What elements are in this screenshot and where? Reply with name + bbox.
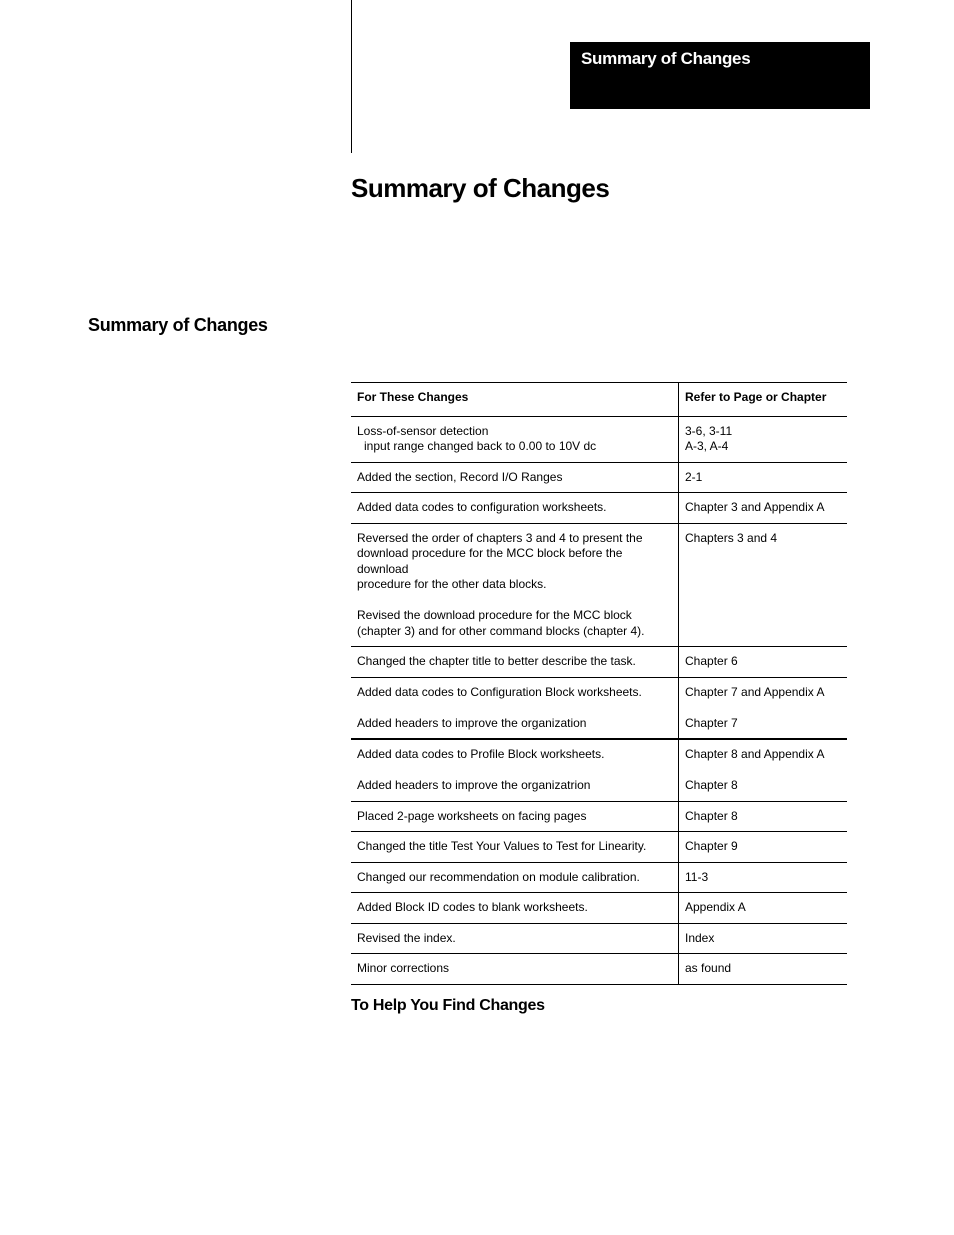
margin-rule [351, 0, 352, 153]
reference-cell [679, 416, 848, 462]
change-text: Changed the chapter title to better describe the task. [357, 654, 636, 668]
change-text: Added data codes to configuration worksheets. [357, 500, 607, 514]
change-cell [351, 739, 679, 801]
reference-text: 11-3 [685, 869, 709, 884]
table-row [351, 416, 847, 462]
column-header-reference: Refer to Page or Chapter [679, 383, 848, 417]
page-title: Summary of Changes [351, 173, 610, 203]
change-text: Loss-of-sensor detection [357, 423, 489, 438]
reference-text: A-3, A-4 [685, 439, 729, 453]
change-text: Reversed the order of chapters 3 and 4 to present the [357, 530, 643, 545]
reference-cell [679, 647, 848, 678]
section-heading: Summary of Changes [88, 315, 268, 335]
change-text: Placed 2-page worksheets on facing pages [357, 808, 587, 823]
change-cell [351, 647, 679, 678]
change-text: Revised the download procedure for the MCC block [357, 608, 632, 622]
reference-cell [679, 523, 848, 647]
table-row [351, 677, 847, 739]
change-cell [351, 832, 679, 863]
change-cell [351, 523, 679, 647]
change-cell [351, 416, 679, 462]
reference-text: Chapter 8 [685, 778, 738, 792]
reference-text: Chapter 3 and Appendix A [685, 500, 825, 514]
line-gap [685, 763, 841, 779]
change-text: Minor corrections [357, 961, 450, 975]
table-row [351, 462, 847, 493]
change-text: input range changed back to 0.00 to 10V dc [364, 439, 597, 453]
table-row [351, 893, 847, 924]
change-text: procedure for the other data blocks. [357, 577, 547, 591]
reference-cell [679, 462, 848, 493]
find-changes-heading: To Help You Find Changes [351, 997, 545, 1014]
change-text: Added data codes to Configuration Block worksheets. [357, 684, 642, 699]
table-row [351, 493, 847, 524]
reference-cell [679, 677, 848, 739]
table-row [351, 832, 847, 863]
header-tab-label: Summary of Changes [581, 49, 751, 68]
reference-cell [679, 801, 848, 832]
table-row [351, 923, 847, 954]
reference-text: Appendix A [685, 900, 746, 914]
change-cell [351, 801, 679, 832]
reference-text: Chapter 8 [685, 808, 738, 823]
change-cell [351, 862, 679, 893]
change-text: Changed our recommendation on module calibration. [357, 869, 640, 884]
reference-cell [679, 893, 848, 924]
changes-table [351, 382, 847, 985]
reference-text: Chapter 7 [685, 715, 738, 730]
reference-text: Chapter 8 and Appendix A [685, 747, 825, 761]
reference-text: Chapter 7 and Appendix A [685, 684, 825, 699]
reference-text: 3-6, 3-11 [685, 423, 733, 438]
change-cell [351, 923, 679, 954]
reference-cell [679, 862, 848, 893]
change-text: Changed the title Test Your Values to Test for Linearity. [357, 839, 647, 853]
line-gap [357, 763, 672, 779]
change-text: Added data codes to Profile Block worksheets. [357, 747, 605, 761]
change-text: download procedure for the MCC block before the download [357, 546, 623, 576]
table-row [351, 862, 847, 893]
column-header-changes: For These Changes [351, 383, 679, 417]
table-header-row [351, 383, 847, 417]
change-text: Added headers to improve the organizatrion [357, 778, 591, 792]
table-row [351, 954, 847, 985]
table-row [351, 647, 847, 678]
change-text: Added Block ID codes to blank worksheets. [357, 900, 588, 914]
reference-text: Chapters 3 and 4 [685, 530, 778, 545]
reference-cell [679, 739, 848, 801]
change-cell [351, 893, 679, 924]
reference-text: as found [685, 961, 732, 975]
reference-text: Index [685, 930, 715, 945]
reference-text: Chapter 9 [685, 839, 738, 853]
line-gap [357, 593, 672, 609]
change-cell [351, 954, 679, 985]
reference-text: 2-1 [685, 469, 703, 484]
change-text: Added the section, Record I/O Ranges [357, 469, 563, 484]
change-text: Revised the index. [357, 930, 456, 945]
table-row [351, 801, 847, 832]
table-row [351, 739, 847, 801]
change-cell [351, 677, 679, 739]
change-text: Added headers to improve the organization [357, 715, 587, 730]
reference-cell [679, 832, 848, 863]
line-gap [357, 700, 672, 716]
reference-cell [679, 493, 848, 524]
change-text: (chapter 3) and for other command blocks (chapter 4). [357, 623, 645, 638]
change-cell [351, 493, 679, 524]
reference-text: Chapter 6 [685, 654, 738, 668]
table-row [351, 523, 847, 647]
header-tab [570, 42, 870, 109]
reference-cell [679, 923, 848, 954]
line-gap [685, 700, 841, 716]
reference-cell [679, 954, 848, 985]
change-cell [351, 462, 679, 493]
